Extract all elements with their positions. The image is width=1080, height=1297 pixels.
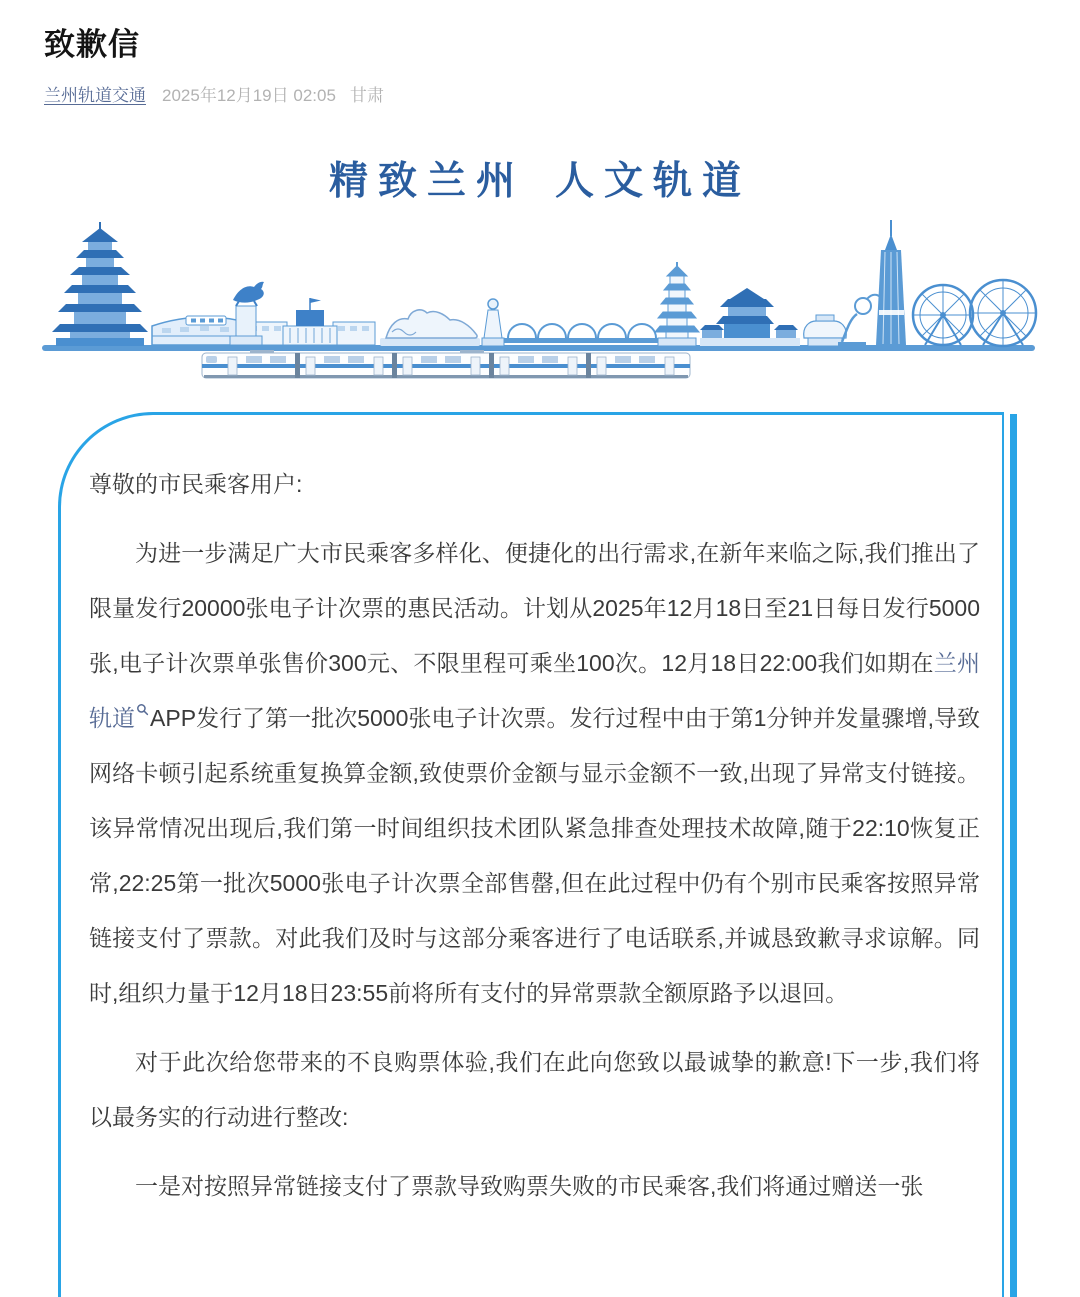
article-meta xyxy=(44,84,1036,108)
obelisk-tower-icon xyxy=(482,299,504,346)
slogan-right: 人文轨道 xyxy=(555,158,752,204)
metro-train-icon xyxy=(202,350,690,378)
article-source-link[interactable]: 兰州轨道交通 xyxy=(44,86,146,105)
temple-icon xyxy=(700,288,800,346)
skyscraper-icon xyxy=(876,220,906,345)
arched-bridge-icon xyxy=(504,324,660,343)
publish-region: 甘肃 xyxy=(349,86,384,105)
publish-time: 2025年12月19日 02:05 xyxy=(162,86,336,105)
white-pagoda-icon xyxy=(655,262,699,346)
letter-body xyxy=(58,412,1004,1297)
letter-paragraph-3: 一是对按照异常链接支付了票款导致购票失败的市民乘客,我们将通过赠送一张 xyxy=(135,1173,924,1199)
entity-link-label: 兰州轨道 xyxy=(89,650,980,731)
banner-illustration xyxy=(40,152,1040,384)
pagoda-tower-icon xyxy=(52,222,148,346)
slogan-left: 精致兰州 xyxy=(328,158,525,204)
letter-card xyxy=(58,412,1004,1297)
skyline-illustration xyxy=(40,214,1040,384)
letter-paragraph-1 xyxy=(89,526,980,1021)
search-icon xyxy=(136,703,149,716)
banner-slogan xyxy=(40,152,1040,210)
mother-river-sculpture-icon xyxy=(380,310,480,346)
pavilion-sculpture-icon xyxy=(804,295,882,346)
letter-paragraph-2: 对于此次给您带来的不良购票体验,我们在此向您致以最诚挚的歉意!下一步,我们将以最务实的行动进行整改: xyxy=(89,1049,980,1130)
accent-bar xyxy=(1010,414,1017,1297)
government-building-icon xyxy=(245,298,375,345)
page-title: 致歉信 xyxy=(44,27,140,62)
horse-statue-icon xyxy=(230,282,264,345)
paragraph-text: APP发行了第一批次5000张电子计次票。发行过程中由于第1分钟并发量骤增,导致网络卡顿引起系统重复换算金额,致使票价金额与显示金额不一致,出现了异常支付链接。该异常情况出现后,我们第一时间组织技术团队紧急排查处理技术故障,随于22:10恢复正常,22:25第一批次5000张电子计次票全部售罄,但在此过程中仍有个别市民乘客按照异常链接支付了票款。对此我们及时与这部分乘客进行了电话联系,并诚恳致歉寻求谅解。同时,组织力量于12月18日23:55前将所有支付的异常票款全额原路予以退回。 xyxy=(89,705,981,1006)
letter-salutation: 尊敬的市民乘客用户: xyxy=(89,471,303,497)
ground-line xyxy=(42,345,1035,351)
paragraph-text: 为进一步满足广大市民乘客多样化、便捷化的出行需求,在新年来临之际,我们推出了限量发行20000张电子计次票的惠民活动。计划从2025年12月18日至21日每日发行5000张,电子计次票单张售价300元、不限里程可乘坐100次。12月18日22:00我们如期在 xyxy=(89,540,980,676)
waterwheel-icons xyxy=(913,280,1036,346)
